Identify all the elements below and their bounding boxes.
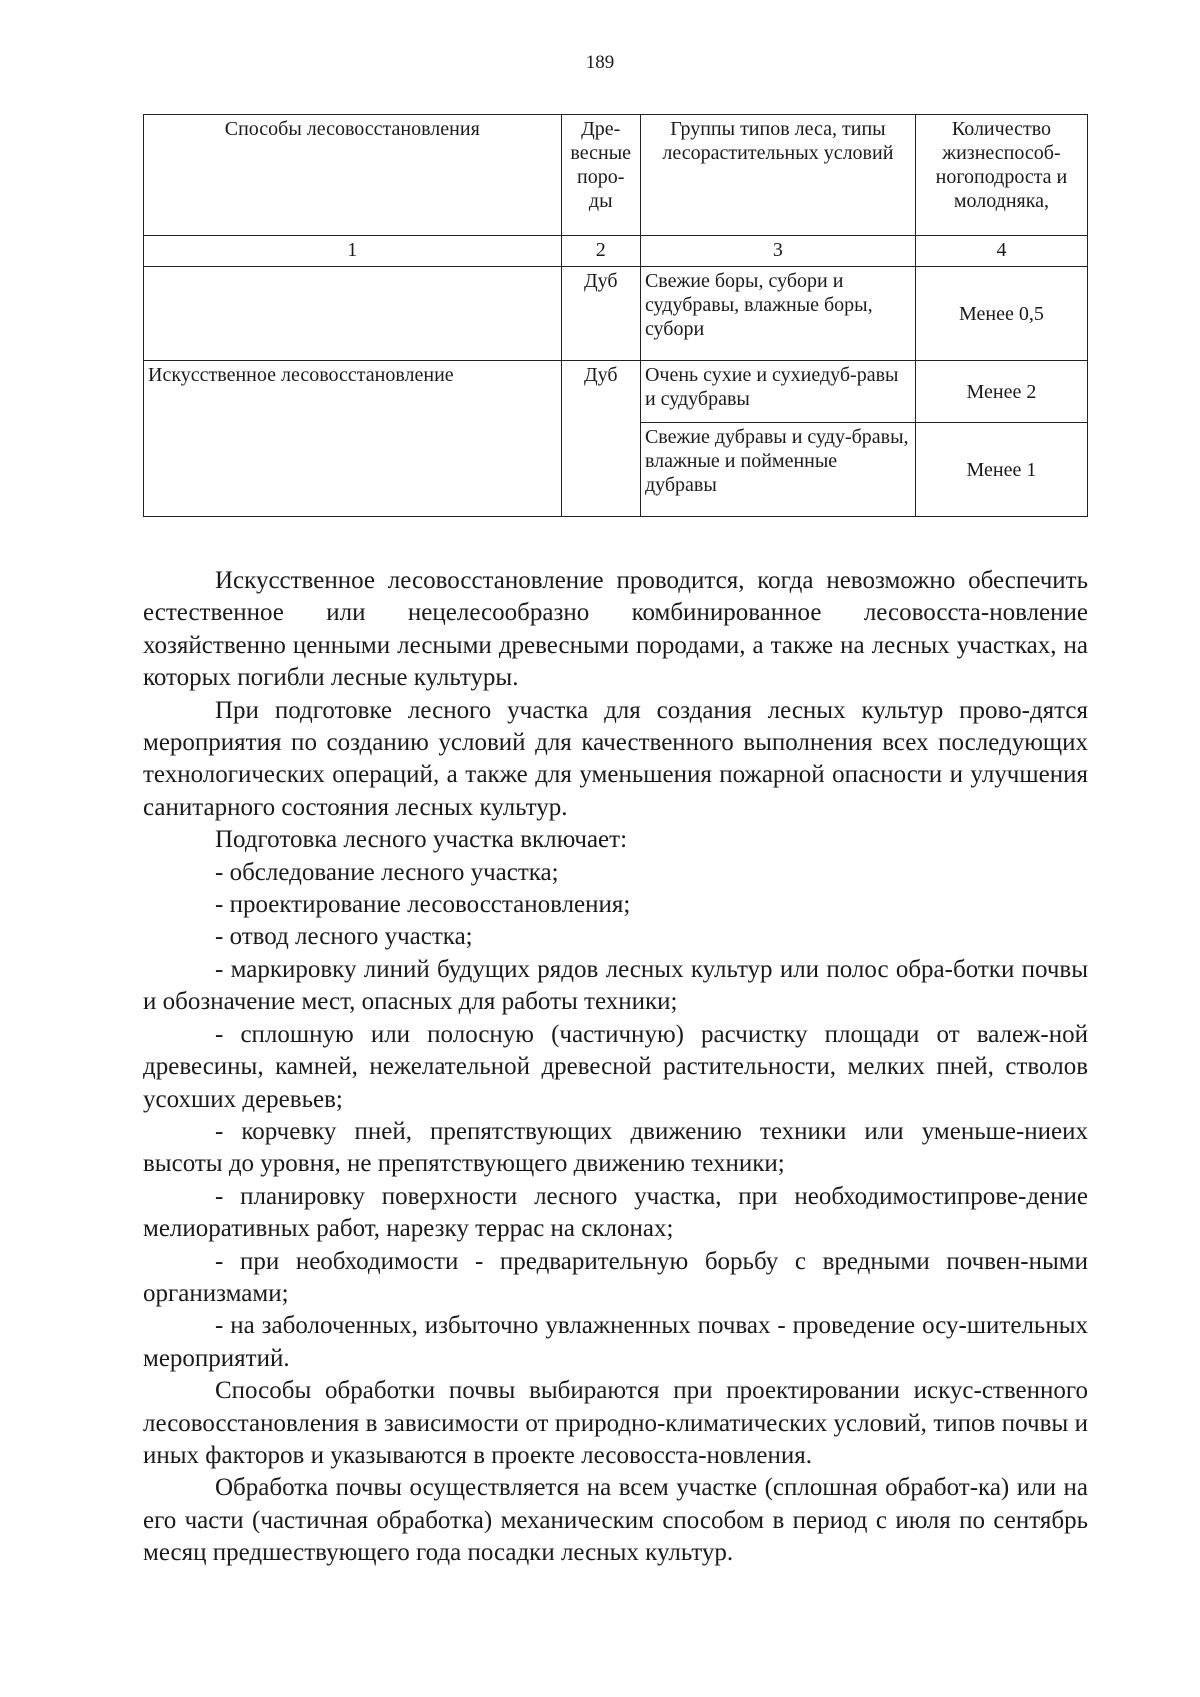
list-item: - обследование лесного участка; (215, 858, 559, 886)
reforestation-table (143, 114, 1088, 517)
list-item: - планировку поверхности лесного участка, при необходимостипрове-дение мелиоративных работ, нарезку террас на склонах; (143, 1182, 1088, 1243)
row2-species: Дуб (561, 361, 640, 517)
col-number-3: 3 (640, 236, 915, 267)
paragraph: Подготовка лесного участка включает: (215, 826, 628, 854)
table-row (144, 267, 1088, 361)
row2-conditions: Очень сухие и сухиедуб-равы и судубравы (640, 361, 915, 423)
paragraph: При подготовке лесного участка для создания лесных культур прово-дятся мероприятия по созданию условий для качественного выполнения всех последующих технологических операций, а также для уменьшения пожарной опасности и улучшения санитарного состояния лесных культур. (143, 696, 1088, 821)
col-number-2: 2 (561, 236, 640, 267)
list-item: - на заболоченных, избыточно увлажненных почвах - проведение осу-шительных мероприятий. (143, 1312, 1088, 1372)
row1-species: Дуб (561, 267, 640, 361)
row2-method: Искусственное лесовосстановление (144, 361, 562, 517)
body-text (143, 565, 1088, 1570)
list-item: - при необходимости - предварительную борьбу с вредными почвен-ными организмами; (143, 1247, 1088, 1307)
list-item: - сплошную или полосную (частичную) расчистку площади от валеж-ной древесины, камней, нежелательной древесной растительности, мелких пней, стволов усохших деревьев; (143, 1020, 1088, 1113)
col-number-1: 1 (144, 236, 562, 267)
row2-quantity: Менее 2 (915, 361, 1087, 423)
header-forest-types: Группы типов леса, типы лесорастительных условий (640, 115, 915, 236)
header-species: Дре- весные поро- ды (561, 115, 640, 236)
list-item: - проектирование лесовосстановления; (215, 891, 631, 919)
row1-method (144, 267, 562, 361)
table-number-row (144, 236, 1088, 267)
row3-quantity: Менее 1 (915, 423, 1087, 517)
list-item: - маркировку линий будущих рядов лесных культур или полос обра-ботки почвы и обозначение мест, опасных для работы техники; (143, 955, 1088, 1016)
row3-conditions: Свежие дубравы и суду-бравы, влажные и пойменные дубравы (640, 423, 915, 517)
header-methods: Способы лесовосстановления (144, 115, 562, 236)
header-quantity: Количество жизнеспособ-ногоподроста и молодняка, (915, 115, 1087, 236)
table-header-row (144, 115, 1088, 236)
list-item: - отвод лесного участка; (215, 923, 473, 951)
row1-quantity: Менее 0,5 (915, 267, 1087, 361)
page-number: 189 (585, 52, 615, 73)
paragraph: Искусственное лесовосстановление проводится, когда невозможно обеспечить естественное или нецелесообразно комбинированное лесовосста-новление хозяйственно ценными лесными древесными породами, а также на лесных участках, на которых погибли лесные культуры. (143, 567, 1088, 692)
row1-conditions: Свежие боры, субори и судубравы, влажные боры, субори (640, 267, 915, 361)
col-number-4: 4 (915, 236, 1087, 267)
paragraph: Обработка почвы осуществляется на всем участке (сплошная обработ-ка) или на его части (частичная обработка) механическим способом в период с июля по сентябрь месяц предшествующего года посадки лесных культур. (143, 1474, 1088, 1567)
list-item: - корчевку пней, препятствующих движению техники или уменьше-ниеих высоты до уровня, не препятствующего движению техники; (143, 1117, 1088, 1178)
paragraph: Способы обработки почвы выбираются при проектировании искус-ственного лесовосстановления в зависимости от природно-климатических условий, типов почвы и иных факторов и указываются в проекте лесовосста-новления. (143, 1377, 1088, 1469)
table-row (144, 361, 1088, 423)
